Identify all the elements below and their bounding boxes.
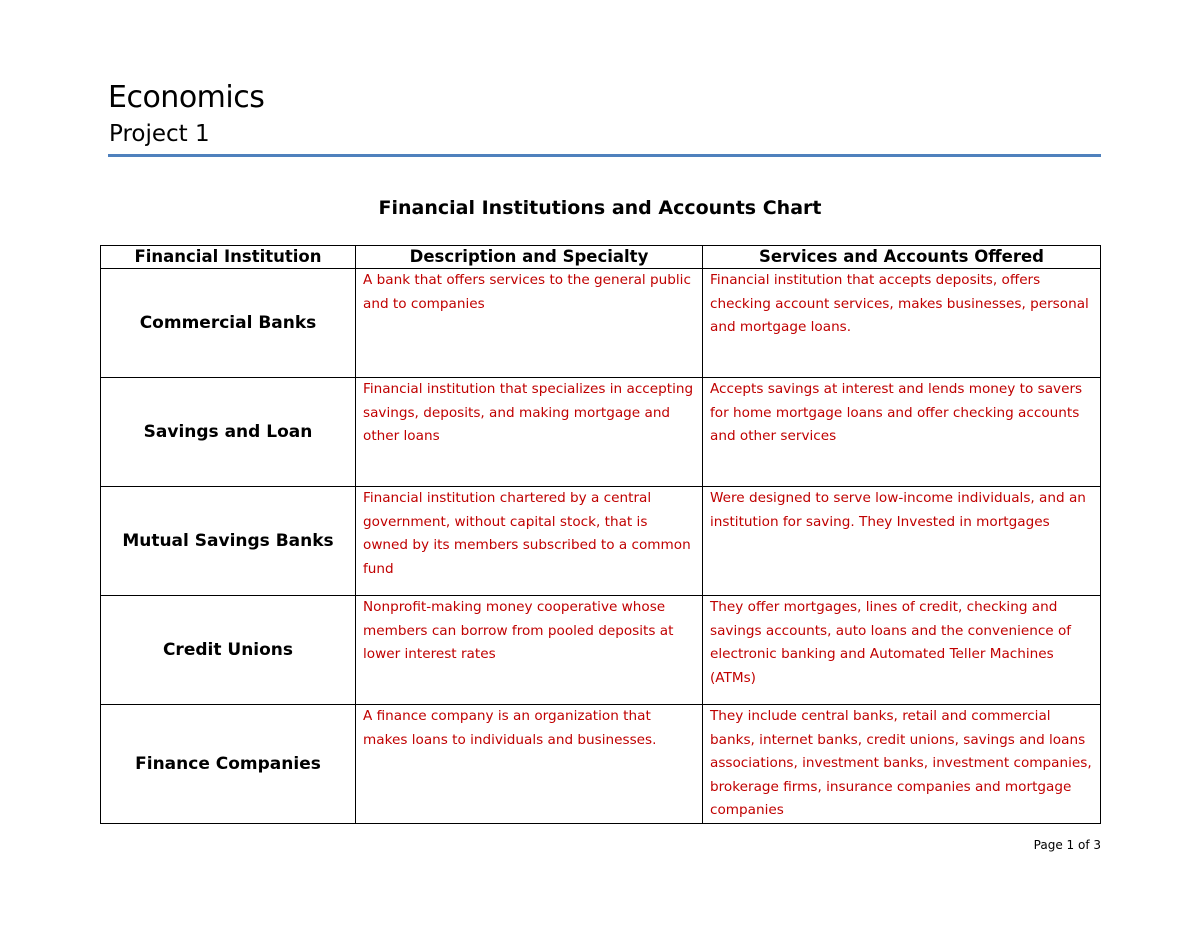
document-title: Economics [108, 80, 265, 115]
table-row [101, 596, 1101, 705]
institution-description: Financial institution that specializes in accepting savings, deposits, and making mortgage and other loans [356, 378, 703, 487]
institution-name: Mutual Savings Banks [101, 487, 356, 596]
title-divider [108, 154, 1101, 157]
column-header-description: Description and Specialty [356, 246, 703, 269]
table-row [101, 269, 1101, 378]
institution-services: They offer mortgages, lines of credit, checking and savings accounts, auto loans and the convenience of electronic banking and Automated Teller Machines (ATMs) [703, 596, 1101, 705]
table-row [101, 378, 1101, 487]
institution-description: A bank that offers services to the general public and to companies [356, 269, 703, 378]
table-header-row [101, 246, 1101, 269]
institutions-table [100, 245, 1101, 824]
institution-description: Nonprofit-making money cooperative whose members can borrow from pooled deposits at lower interest rates [356, 596, 703, 705]
institution-description: Financial institution chartered by a central government, without capital stock, that is owned by its members subscribed to a common fund [356, 487, 703, 596]
chart-title: Financial Institutions and Accounts Chart [378, 197, 822, 219]
table-row [101, 705, 1101, 824]
institution-name: Credit Unions [101, 596, 356, 705]
institution-description: A finance company is an organization that makes loans to individuals and businesses. [356, 705, 703, 824]
institution-services: Were designed to serve low-income individuals, and an institution for saving. They Invested in mortgages [703, 487, 1101, 596]
column-header-services: Services and Accounts Offered [703, 246, 1101, 269]
institution-services: Accepts savings at interest and lends money to savers for home mortgage loans and offer checking accounts and other services [703, 378, 1101, 487]
institution-services: They include central banks, retail and commercial banks, internet banks, credit unions, savings and loans associations, investment banks, investment companies, brokerage firms, insurance companies and mortgage companies [703, 705, 1101, 824]
column-header-institution: Financial Institution [101, 246, 356, 269]
institution-name: Commercial Banks [101, 269, 356, 378]
institution-services: Financial institution that accepts deposits, offers checking account services, makes businesses, personal and mortgage loans. [703, 269, 1101, 378]
page-number: Page 1 of 3 [1033, 838, 1101, 852]
document-subtitle: Project 1 [109, 121, 210, 147]
institution-name: Savings and Loan [101, 378, 356, 487]
institution-name: Finance Companies [101, 705, 356, 824]
table-row [101, 487, 1101, 596]
